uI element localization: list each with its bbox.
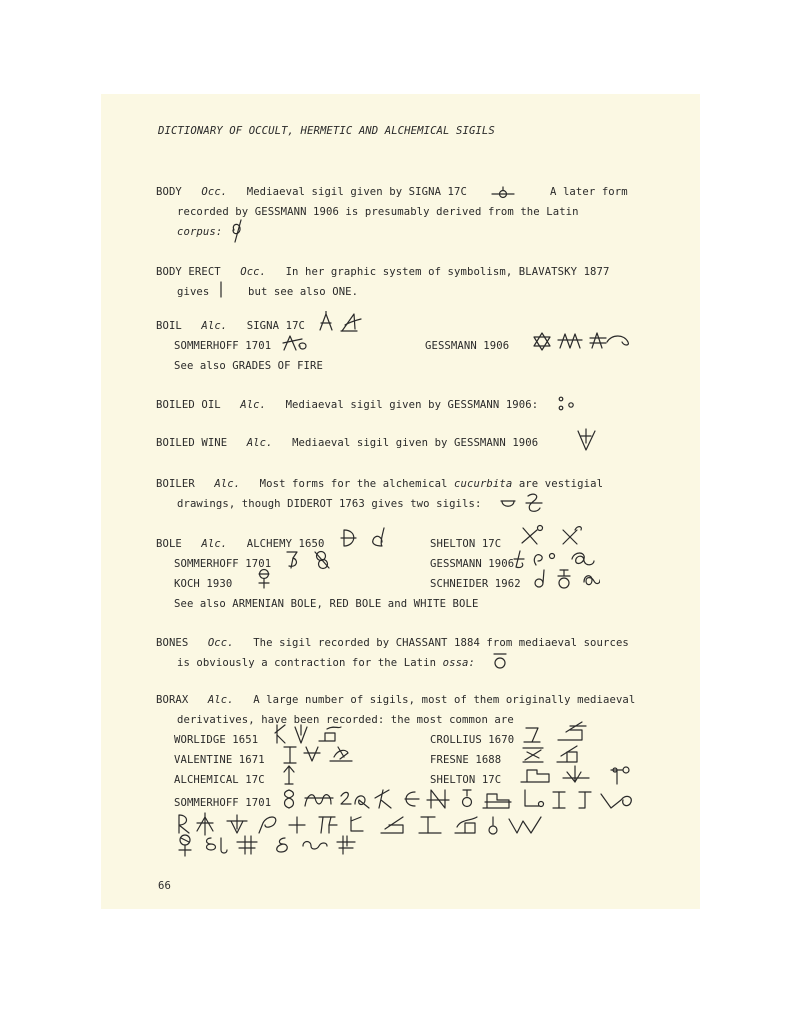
entry-category: Occ.	[201, 186, 228, 198]
sigil-borax-shelton	[519, 764, 639, 786]
entry-bones-line1	[156, 637, 629, 650]
entry-category: Alc.	[207, 694, 234, 706]
entry-boil-line1	[156, 320, 305, 333]
sigil-boiler	[500, 492, 548, 514]
entry-borax-source6: SHELTON 17C	[430, 774, 502, 786]
sigil-boil-signa	[317, 311, 363, 333]
entry-bole-see-also: See also ARMENIAN BOLE, RED BOLE and WHITE BOLE	[174, 598, 479, 610]
entry-category: Alc.	[201, 320, 228, 332]
entry-category: Occ.	[207, 637, 234, 649]
entry-term: BODY	[156, 186, 182, 198]
entry-borax-source3: VALENTINE 1671	[174, 754, 265, 766]
entry-term: BOLE	[156, 538, 182, 550]
entry-source: SIGNA 17C	[246, 320, 306, 332]
entry-body-later: A later form	[550, 186, 628, 198]
entry-term: BONES	[156, 637, 189, 649]
entry-text-italic: ossa:	[442, 657, 475, 669]
entry-boiler-line1	[156, 478, 603, 491]
entry-text: In her graphic system of symbolism, BLAVATSKY 1877	[285, 266, 610, 278]
entry-bole-source4: GESSMANN 1906	[430, 558, 515, 570]
page-title: DICTIONARY OF OCCULT, HERMETIC AND ALCHEMICAL SIGILS	[158, 125, 495, 137]
entry-body-line3: corpus:	[177, 226, 223, 238]
entry-text: are vestigial	[518, 478, 604, 490]
entry-boil-see-also: See also GRADES OF FIRE	[174, 360, 323, 372]
entry-bole-source3: SOMMERHOFF 1701	[174, 558, 272, 570]
entry-category: Alc.	[214, 478, 241, 490]
entry-text: Most forms for the alchemical	[259, 478, 448, 490]
entry-boiled-oil	[156, 399, 538, 412]
entry-term: BOILED WINE	[156, 437, 228, 449]
entry-borax-line2: derivatives, have been recorded: the most common are	[177, 714, 514, 726]
entry-category: Occ.	[240, 266, 267, 278]
sigil-borax-alchemical	[282, 764, 296, 786]
sigil-boil-sommerhoff	[282, 334, 310, 352]
entry-borax-line1	[156, 694, 635, 707]
sigil-bones	[492, 652, 508, 670]
sigil-borax-valentine	[282, 743, 356, 765]
sigil-bole-koch	[255, 568, 273, 590]
sigil-borax-worlidge	[273, 723, 357, 745]
entry-bole-source2: SHELTON 17C	[430, 538, 502, 550]
entry-text: Mediaeval sigil given by GESSMANN 1906	[292, 437, 539, 449]
entry-body-line2: recorded by GESSMANN 1906 is presumably derived from the Latin	[177, 206, 579, 218]
entry-text-italic: cucurbita	[454, 478, 513, 490]
entry-term: BORAX	[156, 694, 189, 706]
entry-boil-source3: GESSMANN 1906	[425, 340, 510, 352]
sigil-circle-cross	[490, 186, 516, 200]
entry-text: Mediaeval sigil given by SIGNA 17C	[246, 186, 467, 198]
entry-borax-source1: WORLIDGE 1651	[174, 734, 259, 746]
entry-boil-source2: SOMMERHOFF 1701	[174, 340, 272, 352]
entry-category: Alc.	[246, 437, 273, 449]
page-number: 66	[158, 880, 171, 892]
entry-body-erect-gives: gives	[177, 286, 210, 298]
sigil-vertical-line	[217, 281, 225, 299]
entry-text: is obviously a contraction for the Latin	[177, 657, 437, 669]
entry-bole-source5: KOCH 1930	[174, 578, 233, 590]
entry-text: Mediaeval sigil given by GESSMANN 1906:	[285, 399, 539, 411]
sigil-bole-shelton	[519, 524, 587, 546]
sigil-boil-gessmann	[532, 330, 638, 352]
sigil-borax-crollius	[522, 720, 594, 746]
entry-body-erect-see: but see also ONE.	[248, 286, 359, 298]
entry-body-line1	[156, 186, 467, 199]
entry-borax-source4: FRESNE 1688	[430, 754, 502, 766]
sigil-corpus	[229, 218, 247, 244]
sigil-boiled-wine	[576, 428, 598, 454]
sigil-bole-schneider	[534, 568, 600, 592]
document-page	[101, 94, 700, 909]
entry-category: Alc.	[201, 538, 228, 550]
entry-term: BOILER	[156, 478, 195, 490]
sigil-bole-sommerhoff	[283, 548, 337, 570]
entry-source: ALCHEMY 1650	[246, 538, 325, 550]
entry-boiler-line2: drawings, though DIDEROT 1763 gives two sigils:	[177, 498, 482, 510]
entry-category: Alc.	[240, 399, 267, 411]
entry-body-erect-line1	[156, 266, 609, 279]
entry-borax-source2: CROLLIUS 1670	[430, 734, 515, 746]
entry-boiled-wine	[156, 437, 538, 450]
entry-borax-source7: SOMMERHOFF 1701	[174, 797, 272, 809]
sigil-boiled-oil	[557, 396, 579, 412]
entry-bones-line2	[177, 657, 475, 670]
entry-borax-source5: ALCHEMICAL 17C	[174, 774, 265, 786]
sigil-bole-alchemy	[340, 526, 392, 550]
sigil-borax-fresne	[521, 744, 581, 766]
entry-bole-source6: SCHNEIDER 1962	[430, 578, 521, 590]
entry-term: BODY ERECT	[156, 266, 221, 278]
entry-text: The sigil recorded by CHASSANT 1884 from mediaeval sources	[253, 637, 629, 649]
entry-term: BOILED OIL	[156, 399, 221, 411]
entry-text: A large number of sigils, most of them originally mediaeval	[253, 694, 636, 706]
sigil-borax-sommerhoff-row3	[175, 832, 435, 860]
entry-term: BOIL	[156, 320, 182, 332]
